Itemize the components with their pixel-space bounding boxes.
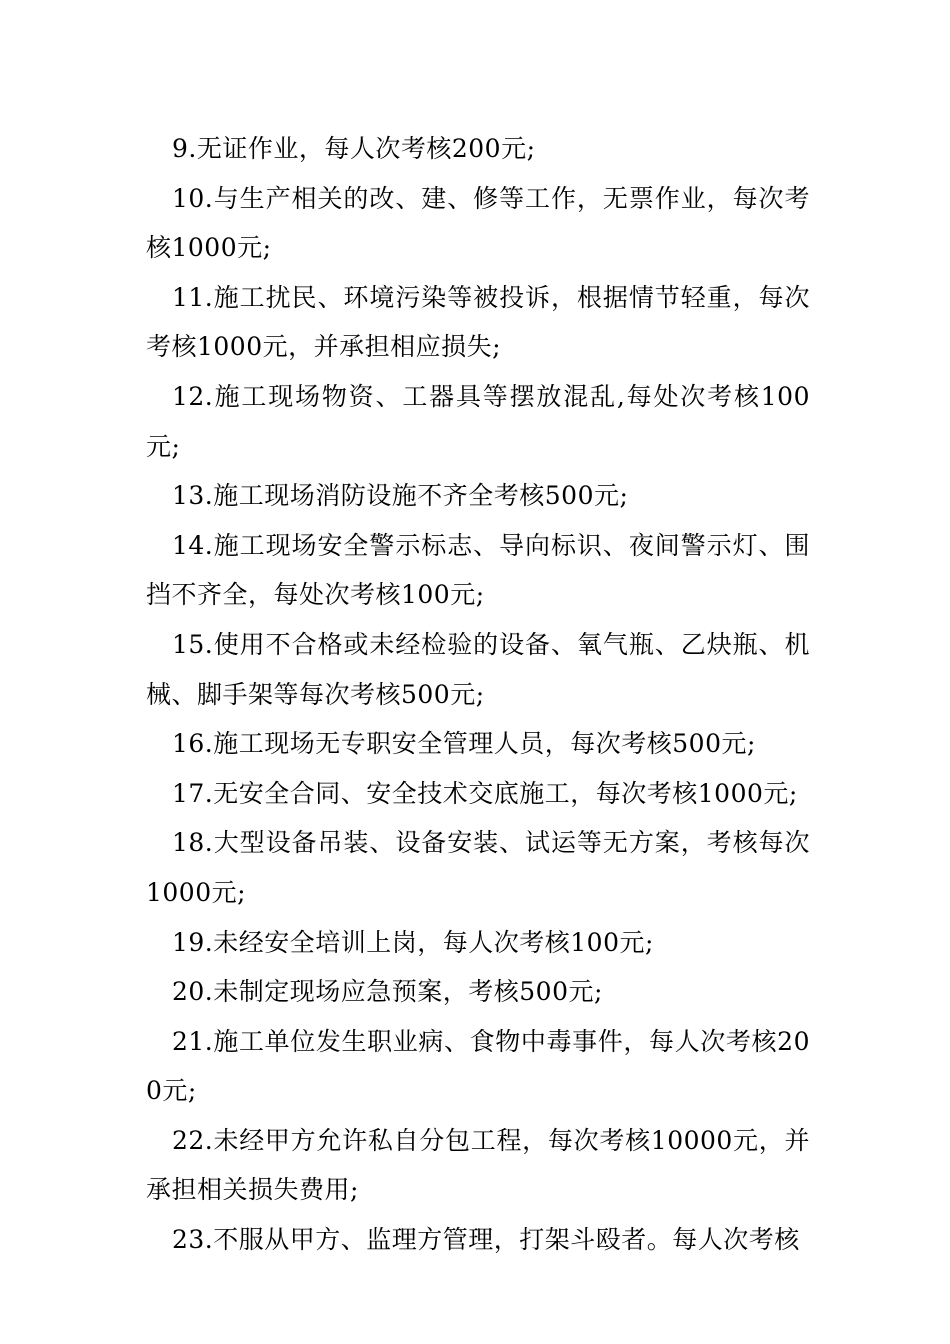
clause-20: 20.未制定现场应急预案，考核500元;: [172, 977, 603, 1007]
clause-14: 14.施工现场安全警示标志、导向标识、夜间警示灯、围挡不齐全，每处次考核100元;: [146, 530, 810, 610]
clause-10: 10.与生产相关的改、建、修等工作，无票作业，每次考核1000元;: [146, 183, 810, 263]
clause-12: 12.施工现场物资、工器具等摆放混乱,每处次考核100元;: [146, 381, 810, 461]
clause-13: 13.施工现场消防设施不齐全考核500元;: [172, 481, 629, 511]
clause-22: 22.未经甲方允许私自分包工程，每次考核10000元，并承担相关损失费用;: [146, 1125, 810, 1205]
clause-23: 23.不服从甲方、监理方管理，打架斗殴者。每人次考核: [172, 1225, 800, 1255]
clause-18: 18.大型设备吊装、设备安装、试运等无方案，考核每次1000元;: [146, 828, 810, 907]
document-body: [146, 124, 810, 1265]
clause-16: 16.施工现场无专职安全管理人员，每次考核500元;: [172, 729, 756, 759]
clause-19: 19.未经安全培训上岗，每人次考核100元;: [172, 927, 654, 957]
clause-9: 9.无证作业，每人次考核200元;: [172, 134, 536, 163]
clause-15: 15.使用不合格或未经检验的设备、氧气瓶、乙炔瓶、机械、脚手架等每次考核500元;: [146, 629, 810, 709]
clause-11: 11.施工扰民、环境污染等被投诉，根据情节轻重，每次考核1000元，并承担相应损失;: [146, 282, 810, 362]
clause-21: 21.施工单位发生职业病、食物中毒事件，每人次考核200元;: [146, 1026, 810, 1106]
clause-17: 17.无安全合同、安全技术交底施工，每次考核1000元;: [172, 778, 798, 808]
